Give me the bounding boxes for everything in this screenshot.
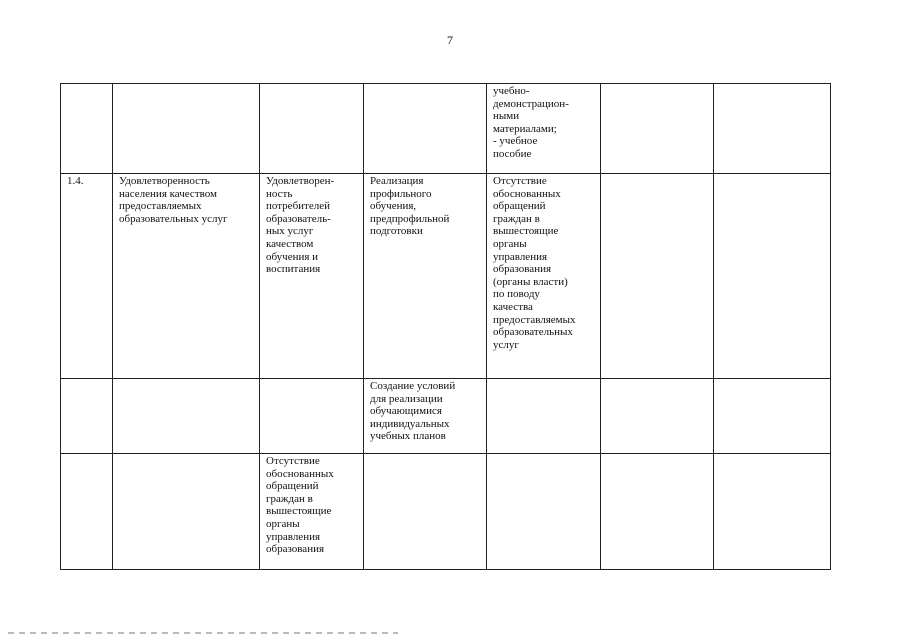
table-cell	[260, 379, 364, 454]
table-cell	[113, 379, 260, 454]
table-cell: Реализация профильного обучения, предпрофильной подготовки	[364, 174, 487, 379]
table-cell: Удовлетворен- ность потребителей образователь- ных услуг качеством обучения и воспитания	[260, 174, 364, 379]
table-cell: 1.4.	[61, 174, 113, 379]
table-cell	[61, 379, 113, 454]
table-row	[61, 84, 831, 174]
table-cell: Удовлетворенность населения качеством предоставляемых образовательных услуг	[113, 174, 260, 379]
scan-artifact	[8, 632, 398, 634]
table-cell	[714, 84, 831, 174]
table-cell	[364, 454, 487, 570]
table-cell: Отсутствие обоснованных обращений граждан в вышестоящие органы управления образования (органы власти) по поводу качества предоставляемых образовательных услуг	[487, 174, 601, 379]
table-cell: учебно- демонстрацион- ными материалами; - учебное пособие	[487, 84, 601, 174]
table-cell	[260, 84, 364, 174]
table-cell	[61, 84, 113, 174]
table-cell	[714, 174, 831, 379]
table-cell	[714, 454, 831, 570]
table-cell: Отсутствие обоснованных обращений граждан в вышестоящие органы управления образования	[260, 454, 364, 570]
page-number: 7	[447, 33, 453, 47]
table-row	[61, 174, 831, 379]
table-cell	[113, 454, 260, 570]
table-cell	[601, 174, 714, 379]
document-table	[60, 83, 831, 570]
table-row	[61, 379, 831, 454]
table-cell	[487, 454, 601, 570]
table-cell	[601, 454, 714, 570]
table-cell: Создание условий для реализации обучающимися индивидуальных учебных планов	[364, 379, 487, 454]
table-cell	[714, 379, 831, 454]
table-cell	[113, 84, 260, 174]
table-cell	[601, 84, 714, 174]
table-cell	[487, 379, 601, 454]
table-cell	[61, 454, 113, 570]
table-row	[61, 454, 831, 570]
table-cell	[601, 379, 714, 454]
table-cell	[364, 84, 487, 174]
